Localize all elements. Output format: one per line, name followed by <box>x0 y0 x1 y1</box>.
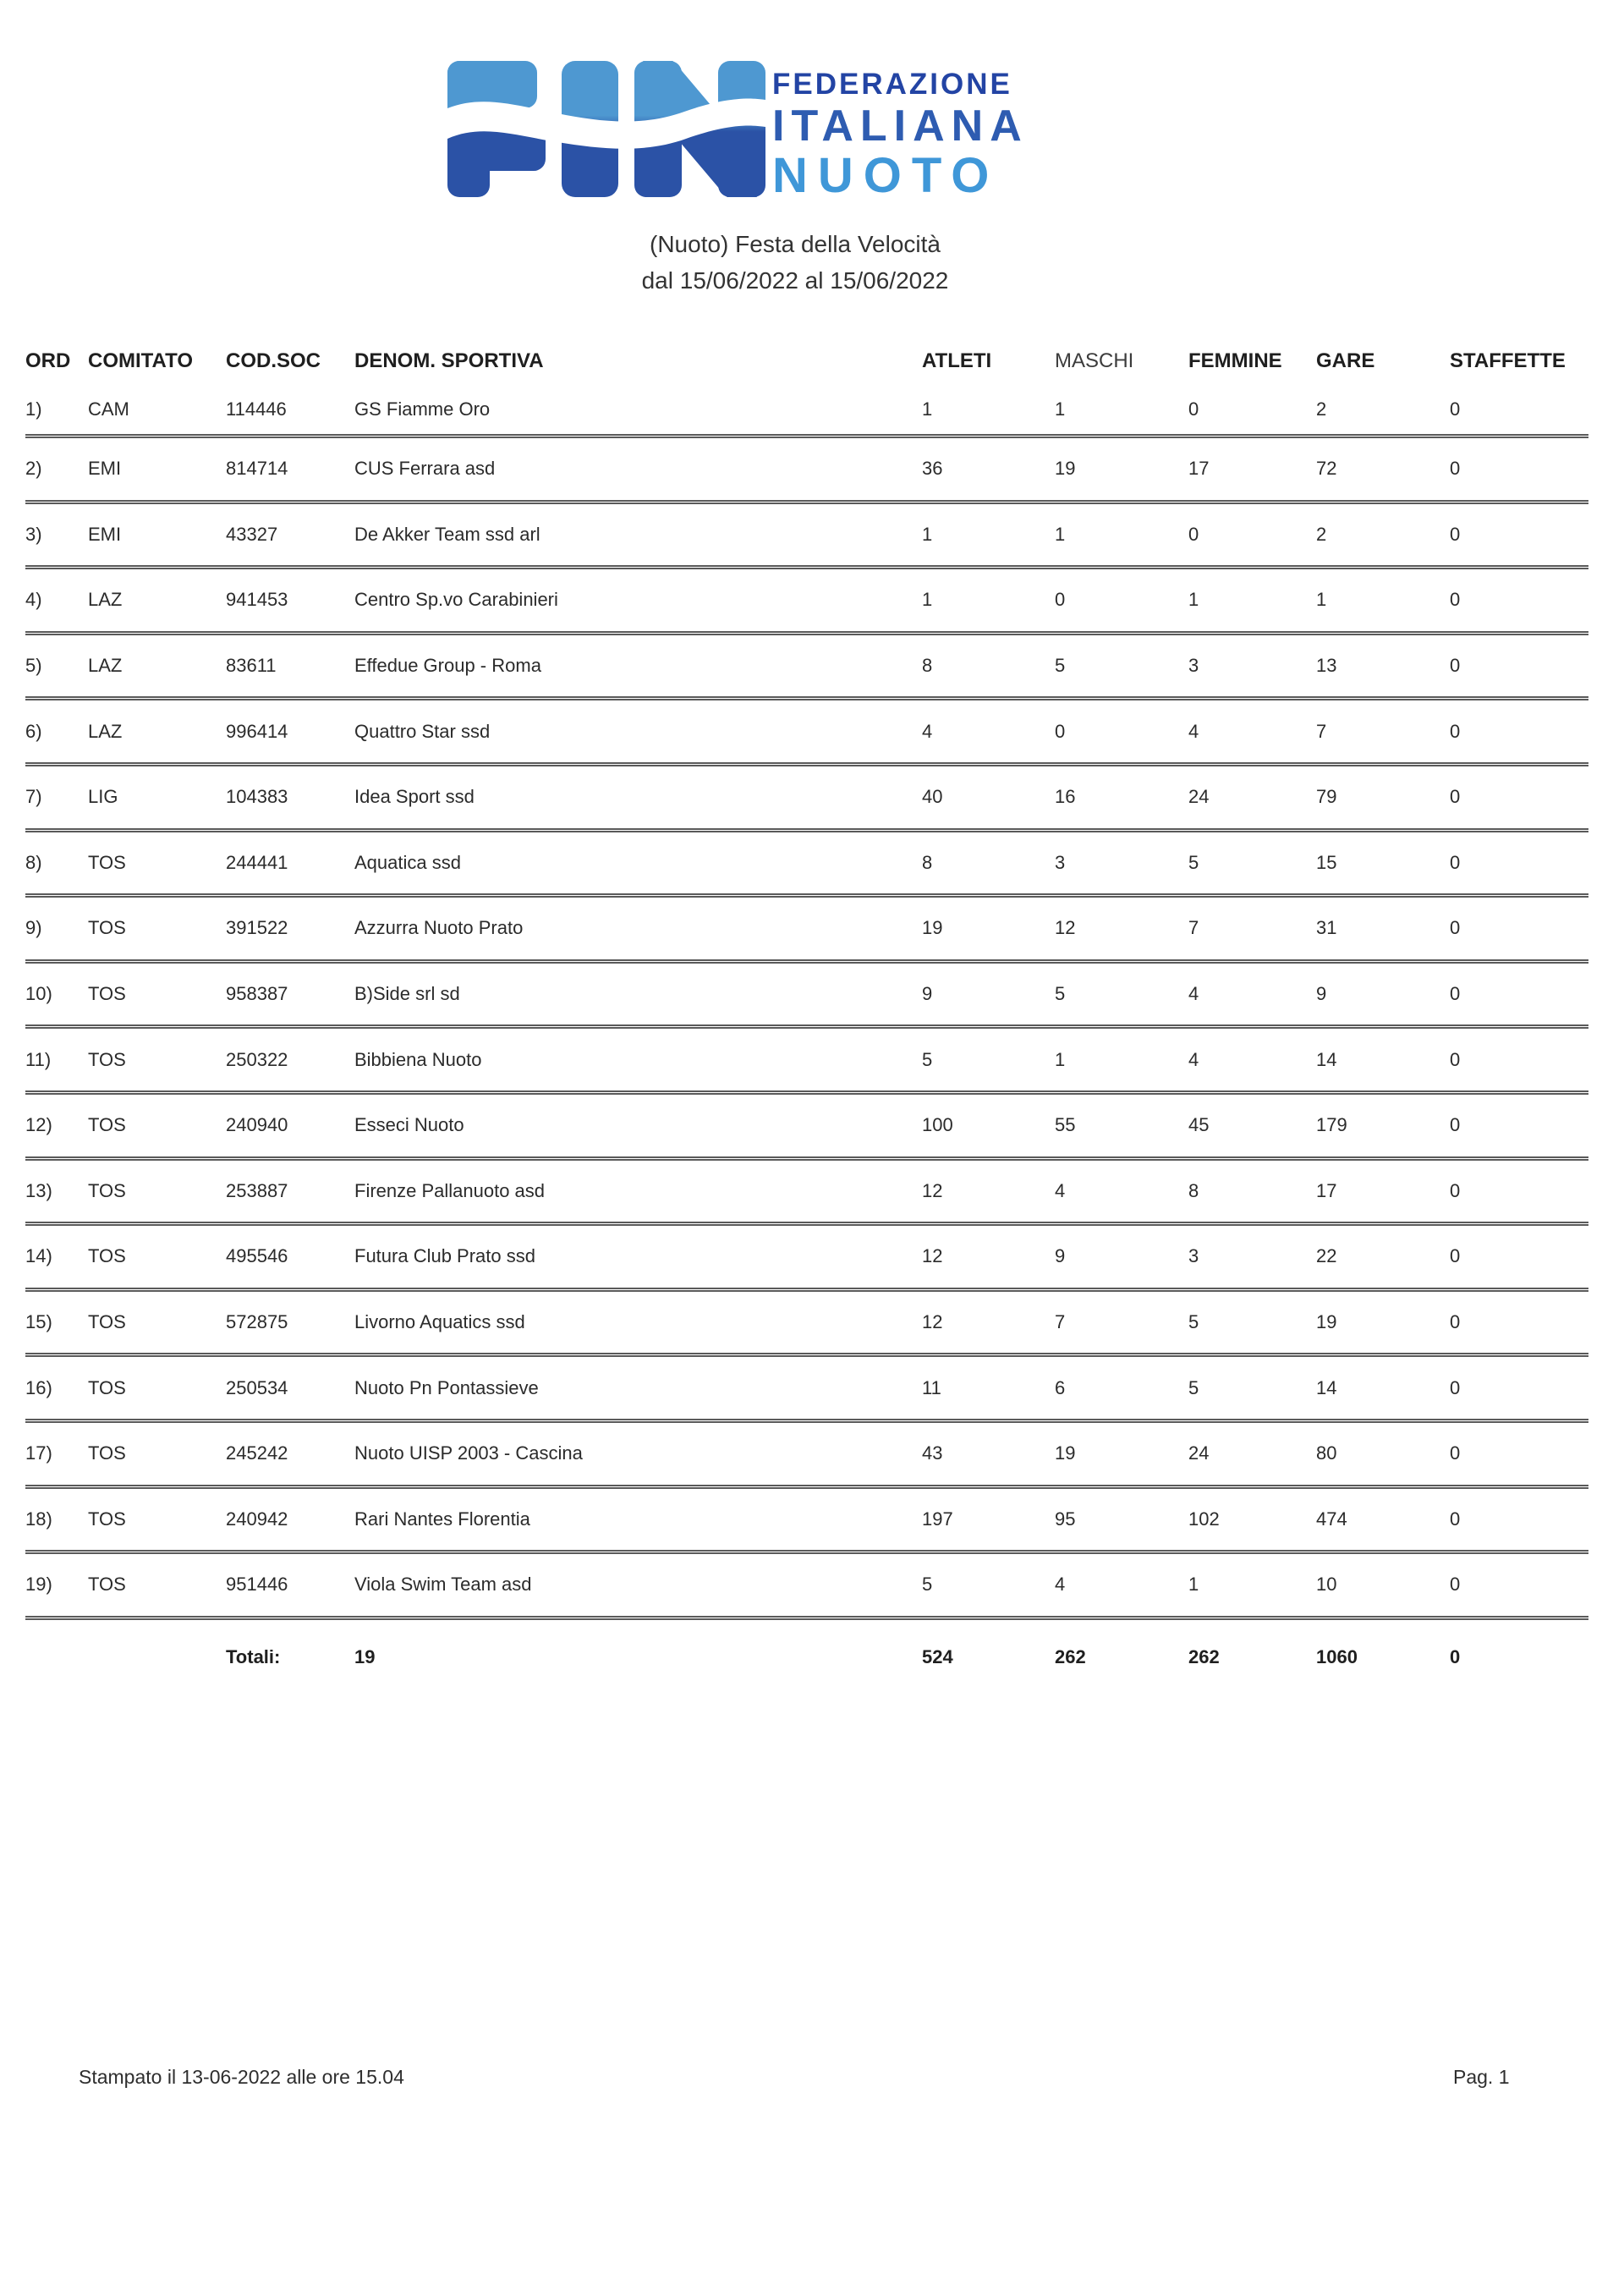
cell-staffette: 0 <box>1450 983 1461 1005</box>
table-row <box>25 1554 1588 1620</box>
table-row <box>25 1226 1588 1292</box>
cell-denominazione: GS Fiamme Oro <box>354 398 491 420</box>
cell-atleti: 9 <box>922 983 933 1005</box>
cell-comitato: TOS <box>88 983 126 1005</box>
header-comitato: COMITATO <box>88 349 193 372</box>
cell-maschi: 0 <box>1055 720 1066 742</box>
table-row <box>25 964 1588 1030</box>
cell-codsoc: 253887 <box>226 1179 288 1201</box>
cell-maschi: 4 <box>1055 1574 1066 1596</box>
cell-staffette: 0 <box>1450 523 1461 545</box>
cell-atleti: 43 <box>922 1442 943 1464</box>
cell-femmine: 3 <box>1188 1245 1199 1267</box>
cell-femmine: 3 <box>1188 655 1199 677</box>
fin-logo-graphic <box>447 61 765 197</box>
cell-denominazione: Effedue Group - Roma <box>354 655 541 677</box>
cell-femmine: 24 <box>1188 786 1210 808</box>
cell-denominazione: Nuoto Pn Pontassieve <box>354 1376 539 1398</box>
header-gare: GARE <box>1316 349 1375 372</box>
table-row <box>25 898 1588 964</box>
cell-codsoc: 83611 <box>226 655 277 677</box>
table-row <box>25 504 1588 570</box>
table-row <box>25 384 1588 438</box>
cell-denominazione: Quattro Star ssd <box>354 720 491 742</box>
footer-page-number: Pag. 1 <box>1453 2066 1510 2088</box>
cell-ord: 18) <box>25 1508 52 1530</box>
cell-comitato: LAZ <box>88 655 123 677</box>
cell-gare: 72 <box>1316 458 1337 480</box>
cell-maschi: 5 <box>1055 655 1066 677</box>
cell-maschi: 1 <box>1055 523 1066 545</box>
cell-ord: 2) <box>25 458 42 480</box>
totals-atleti: 524 <box>922 1645 953 1667</box>
cell-gare: 2 <box>1316 523 1327 545</box>
cell-ord: 6) <box>25 720 42 742</box>
cell-atleti: 40 <box>922 786 943 808</box>
cell-staffette: 0 <box>1450 917 1461 939</box>
cell-atleti: 5 <box>922 1048 933 1070</box>
cell-femmine: 8 <box>1188 1179 1199 1201</box>
table-row <box>25 1357 1588 1423</box>
cell-ord: 12) <box>25 1114 52 1136</box>
cell-femmine: 0 <box>1188 398 1199 420</box>
cell-staffette: 0 <box>1450 655 1461 677</box>
cell-codsoc: 250534 <box>226 1376 288 1398</box>
cell-ord: 3) <box>25 523 42 545</box>
totals-femmine: 262 <box>1188 1645 1220 1667</box>
cell-comitato: TOS <box>88 917 126 939</box>
cell-atleti: 12 <box>922 1179 943 1201</box>
cell-atleti: 12 <box>922 1245 943 1267</box>
cell-femmine: 0 <box>1188 523 1199 545</box>
table-row <box>25 1423 1588 1489</box>
cell-comitato: EMI <box>88 523 122 545</box>
logo-italiana-text: ITALIANA <box>772 102 1029 151</box>
cell-comitato: TOS <box>88 1508 126 1530</box>
cell-codsoc: 814714 <box>226 458 288 480</box>
cell-ord: 15) <box>25 1311 52 1333</box>
cell-codsoc: 495546 <box>226 1245 288 1267</box>
cell-staffette: 0 <box>1450 1442 1461 1464</box>
cell-staffette: 0 <box>1450 1179 1461 1201</box>
cell-maschi: 4 <box>1055 1179 1066 1201</box>
cell-maschi: 12 <box>1055 917 1076 939</box>
cell-atleti: 11 <box>922 1376 941 1398</box>
cell-femmine: 102 <box>1188 1508 1220 1530</box>
cell-ord: 1) <box>25 398 42 420</box>
cell-maschi: 1 <box>1055 1048 1066 1070</box>
header-staffette: STAFFETTE <box>1450 349 1566 372</box>
cell-staffette: 0 <box>1450 786 1461 808</box>
cell-ord: 5) <box>25 655 42 677</box>
cell-maschi: 5 <box>1055 983 1066 1005</box>
cell-comitato: TOS <box>88 1442 126 1464</box>
cell-gare: 15 <box>1316 851 1337 873</box>
cell-femmine: 4 <box>1188 720 1199 742</box>
cell-codsoc: 240940 <box>226 1114 288 1136</box>
cell-codsoc: 250322 <box>226 1048 288 1070</box>
cell-femmine: 1 <box>1188 1574 1199 1596</box>
cell-atleti: 19 <box>922 917 943 939</box>
cell-gare: 13 <box>1316 655 1337 677</box>
cell-comitato: TOS <box>88 1376 126 1398</box>
cell-maschi: 19 <box>1055 1442 1076 1464</box>
cell-codsoc: 104383 <box>226 786 288 808</box>
cell-denominazione: Azzurra Nuoto Prato <box>354 917 524 939</box>
cell-atleti: 100 <box>922 1114 953 1136</box>
cell-denominazione: CUS Ferrara asd <box>354 458 496 480</box>
cell-atleti: 197 <box>922 1508 953 1530</box>
cell-staffette: 0 <box>1450 720 1461 742</box>
cell-denominazione: Bibbiena Nuoto <box>354 1048 482 1070</box>
cell-ord: 11) <box>25 1048 52 1070</box>
cell-denominazione: B)Side srl sd <box>354 983 460 1005</box>
cell-ord: 9) <box>25 917 42 939</box>
cell-codsoc: 941453 <box>226 589 288 611</box>
cell-maschi: 7 <box>1055 1311 1066 1333</box>
cell-staffette: 0 <box>1450 1311 1461 1333</box>
cell-femmine: 4 <box>1188 983 1199 1005</box>
report-title-block <box>0 230 1590 295</box>
header-codsoc: COD.SOC <box>226 349 321 372</box>
header-ord: ORD <box>25 349 71 372</box>
cell-atleti: 8 <box>922 655 933 677</box>
cell-maschi: 3 <box>1055 851 1066 873</box>
cell-codsoc: 996414 <box>226 720 288 742</box>
cell-maschi: 55 <box>1055 1114 1076 1136</box>
table-row <box>25 1161 1588 1227</box>
cell-gare: 17 <box>1316 1179 1337 1201</box>
totals-label: Totali: <box>226 1645 281 1667</box>
cell-femmine: 5 <box>1188 851 1199 873</box>
cell-denominazione: Centro Sp.vo Carabinieri <box>354 589 558 611</box>
cell-femmine: 4 <box>1188 1048 1199 1070</box>
cell-comitato: TOS <box>88 1574 126 1596</box>
cell-staffette: 0 <box>1450 1048 1461 1070</box>
cell-gare: 19 <box>1316 1311 1337 1333</box>
cell-denominazione: Livorno Aquatics ssd <box>354 1311 525 1333</box>
cell-staffette: 0 <box>1450 1114 1461 1136</box>
table-body <box>25 384 1588 1620</box>
cell-denominazione: Nuoto UISP 2003 - Cascina <box>354 1442 583 1464</box>
table-row <box>25 766 1588 832</box>
cell-denominazione: Firenze Pallanuoto asd <box>354 1179 546 1201</box>
cell-codsoc: 240942 <box>226 1508 288 1530</box>
cell-codsoc: 245242 <box>226 1442 288 1464</box>
cell-femmine: 45 <box>1188 1114 1210 1136</box>
cell-ord: 14) <box>25 1245 52 1267</box>
cell-atleti: 1 <box>922 523 933 545</box>
cell-ord: 17) <box>25 1442 52 1464</box>
logo-nuoto-text: NUOTO <box>772 148 1000 203</box>
cell-gare: 1 <box>1316 589 1327 611</box>
results-table <box>25 338 1588 1686</box>
fin-logo-wordmark <box>772 61 1029 203</box>
cell-ord: 13) <box>25 1179 52 1201</box>
cell-ord: 16) <box>25 1376 52 1398</box>
cell-codsoc: 43327 <box>226 523 278 545</box>
cell-atleti: 8 <box>922 851 933 873</box>
cell-denominazione: Rari Nantes Florentia <box>354 1508 530 1530</box>
header-femmine: FEMMINE <box>1188 349 1282 372</box>
cell-comitato: CAM <box>88 398 129 420</box>
cell-comitato: TOS <box>88 1311 126 1333</box>
logo-federazione-text: FEDERAZIONE <box>772 68 1012 101</box>
header-atleti: ATLETI <box>922 349 992 372</box>
table-row <box>25 1489 1588 1555</box>
event-dates: dal 15/06/2022 al 15/06/2022 <box>641 267 949 294</box>
cell-maschi: 1 <box>1055 398 1066 420</box>
cell-staffette: 0 <box>1450 1245 1461 1267</box>
cell-comitato: TOS <box>88 851 126 873</box>
cell-atleti: 4 <box>922 720 933 742</box>
cell-comitato: LIG <box>88 786 118 808</box>
cell-gare: 474 <box>1316 1508 1347 1530</box>
cell-denominazione: Idea Sport ssd <box>354 786 475 808</box>
totals-row <box>25 1620 1588 1686</box>
cell-maschi: 0 <box>1055 589 1066 611</box>
totals-maschi: 262 <box>1055 1645 1086 1667</box>
totals-count: 19 <box>354 1645 376 1667</box>
cell-femmine: 5 <box>1188 1376 1199 1398</box>
cell-gare: 2 <box>1316 398 1327 420</box>
cell-maschi: 9 <box>1055 1245 1066 1267</box>
cell-femmine: 7 <box>1188 917 1199 939</box>
cell-denominazione: Futura Club Prato ssd <box>354 1245 535 1267</box>
cell-ord: 8) <box>25 851 42 873</box>
cell-gare: 14 <box>1316 1048 1337 1070</box>
cell-femmine: 24 <box>1188 1442 1210 1464</box>
cell-ord: 10) <box>25 983 52 1005</box>
cell-denominazione: Esseci Nuoto <box>354 1114 464 1136</box>
cell-comitato: TOS <box>88 1179 126 1201</box>
totals-staffette: 0 <box>1450 1645 1461 1667</box>
table-row <box>25 569 1588 635</box>
table-row <box>25 1095 1588 1161</box>
header-maschi: MASCHI <box>1055 349 1134 372</box>
cell-comitato: LAZ <box>88 589 123 611</box>
cell-atleti: 1 <box>922 589 933 611</box>
cell-gare: 10 <box>1316 1574 1337 1596</box>
cell-maschi: 16 <box>1055 786 1076 808</box>
footer-printed-timestamp: Stampato il 13-06-2022 alle ore 15.04 <box>79 2066 404 2088</box>
cell-codsoc: 572875 <box>226 1311 288 1333</box>
cell-gare: 22 <box>1316 1245 1337 1267</box>
cell-gare: 80 <box>1316 1442 1337 1464</box>
table-row <box>25 1029 1588 1095</box>
cell-ord: 4) <box>25 589 42 611</box>
cell-staffette: 0 <box>1450 1376 1461 1398</box>
cell-atleti: 12 <box>922 1311 943 1333</box>
cell-denominazione: De Akker Team ssd arl <box>354 523 540 545</box>
cell-gare: 7 <box>1316 720 1327 742</box>
cell-gare: 31 <box>1316 917 1337 939</box>
cell-femmine: 17 <box>1188 458 1210 480</box>
header-denominazione: DENOM. SPORTIVA <box>354 349 544 372</box>
cell-codsoc: 114446 <box>226 398 287 420</box>
cell-comitato: LAZ <box>88 720 123 742</box>
cell-gare: 9 <box>1316 983 1327 1005</box>
table-header-row <box>25 338 1588 384</box>
table-row <box>25 832 1588 898</box>
cell-atleti: 36 <box>922 458 943 480</box>
cell-staffette: 0 <box>1450 458 1461 480</box>
totals-gare: 1060 <box>1316 1645 1358 1667</box>
cell-femmine: 5 <box>1188 1311 1199 1333</box>
table-row <box>25 635 1588 701</box>
cell-gare: 79 <box>1316 786 1337 808</box>
cell-staffette: 0 <box>1450 398 1461 420</box>
table-row <box>25 700 1588 766</box>
cell-comitato: TOS <box>88 1245 126 1267</box>
cell-gare: 179 <box>1316 1114 1347 1136</box>
cell-codsoc: 391522 <box>226 917 288 939</box>
cell-atleti: 1 <box>922 398 933 420</box>
cell-denominazione: Viola Swim Team asd <box>354 1574 532 1596</box>
event-title: (Nuoto) Festa della Velocità <box>650 231 941 257</box>
cell-staffette: 0 <box>1450 1574 1461 1596</box>
cell-codsoc: 244441 <box>226 851 288 873</box>
cell-ord: 19) <box>25 1574 52 1596</box>
cell-comitato: EMI <box>88 458 122 480</box>
cell-gare: 14 <box>1316 1376 1337 1398</box>
fin-logo <box>447 61 1029 203</box>
cell-atleti: 5 <box>922 1574 933 1596</box>
table-row <box>25 438 1588 504</box>
cell-maschi: 95 <box>1055 1508 1076 1530</box>
cell-maschi: 6 <box>1055 1376 1066 1398</box>
cell-staffette: 0 <box>1450 589 1461 611</box>
cell-codsoc: 958387 <box>226 983 288 1005</box>
cell-staffette: 0 <box>1450 1508 1461 1530</box>
cell-denominazione: Aquatica ssd <box>354 851 461 873</box>
cell-ord: 7) <box>25 786 42 808</box>
cell-codsoc: 951446 <box>226 1574 288 1596</box>
table-row <box>25 1292 1588 1358</box>
cell-comitato: TOS <box>88 1114 126 1136</box>
cell-comitato: TOS <box>88 1048 126 1070</box>
cell-femmine: 1 <box>1188 589 1199 611</box>
cell-staffette: 0 <box>1450 851 1461 873</box>
cell-maschi: 19 <box>1055 458 1076 480</box>
